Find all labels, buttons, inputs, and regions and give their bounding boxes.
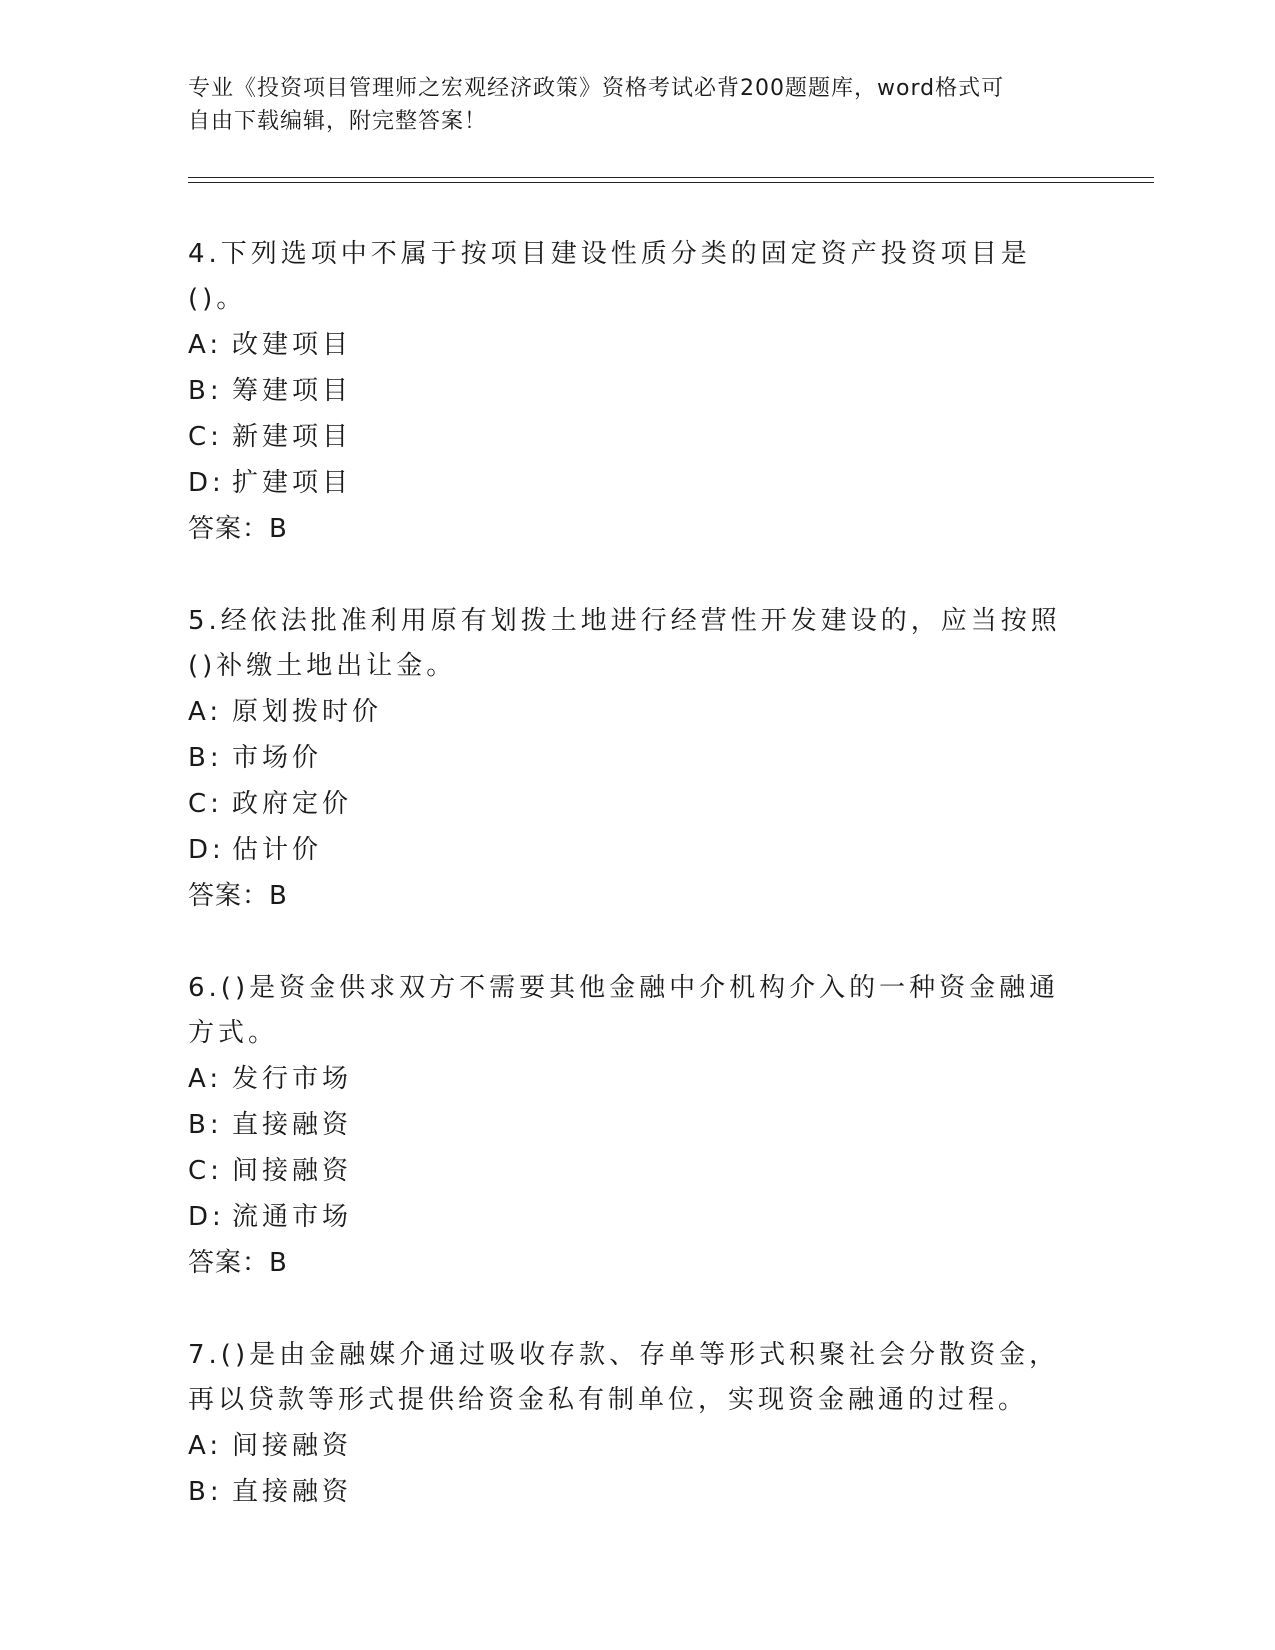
option-b bbox=[188, 368, 1068, 414]
option-key: D: bbox=[188, 1202, 225, 1232]
option-key: A: bbox=[188, 330, 223, 360]
question-7 bbox=[188, 1333, 1068, 1515]
option-text: 市场价 bbox=[232, 743, 323, 773]
option-a bbox=[188, 689, 1068, 735]
answer-line: 答案：B bbox=[188, 881, 288, 911]
option-text: 直接融资 bbox=[232, 1477, 353, 1507]
option-key: C: bbox=[188, 422, 223, 452]
option-key: B: bbox=[188, 1477, 223, 1507]
option-c bbox=[188, 414, 1068, 460]
option-key: B: bbox=[188, 376, 223, 406]
question-text: 6.()是资金供求双方不需要其他金融中介机构介入的一种资金融通方式。 bbox=[188, 973, 1060, 1048]
question-4 bbox=[188, 232, 1068, 552]
option-d bbox=[188, 1194, 1068, 1240]
option-text: 改建项目 bbox=[232, 330, 353, 360]
option-key: C: bbox=[188, 789, 223, 819]
header-line-1: 专业《投资项目管理师之宏观经济政策》资格考试必背200题题库，word格式可 bbox=[188, 76, 1005, 101]
header-divider-top bbox=[188, 177, 1154, 178]
option-text: 发行市场 bbox=[232, 1064, 353, 1094]
question-text: 7.()是由金融媒介通过吸收存款、存单等形式积聚社会分散资金，再以贷款等形式提供给资金私有制单位，实现资金融通的过程。 bbox=[188, 1340, 1060, 1415]
option-d bbox=[188, 827, 1068, 873]
option-key: A: bbox=[188, 1431, 223, 1461]
option-text: 直接融资 bbox=[232, 1110, 353, 1140]
option-text: 原划拨时价 bbox=[232, 697, 383, 727]
question-text: 4.下列选项中不属于按项目建设性质分类的固定资产投资项目是()。 bbox=[188, 239, 1031, 314]
option-text: 间接融资 bbox=[232, 1156, 353, 1186]
option-text: 估计价 bbox=[232, 835, 323, 865]
option-key: A: bbox=[188, 697, 223, 727]
option-c bbox=[188, 781, 1068, 827]
option-text: 政府定价 bbox=[232, 789, 353, 819]
option-c bbox=[188, 1148, 1068, 1194]
option-a bbox=[188, 1056, 1068, 1102]
question-list bbox=[188, 232, 1068, 1562]
option-a bbox=[188, 1423, 1068, 1469]
header-divider-bottom bbox=[188, 182, 1154, 183]
question-text: 5.经依法批准利用原有划拨土地进行经营性开发建设的，应当按照()补缴土地出让金。 bbox=[188, 606, 1061, 681]
answer-line: 答案：B bbox=[188, 1248, 288, 1278]
option-text: 间接融资 bbox=[232, 1431, 353, 1461]
option-b bbox=[188, 1469, 1068, 1515]
question-6 bbox=[188, 966, 1068, 1286]
option-text: 筹建项目 bbox=[232, 376, 353, 406]
question-5 bbox=[188, 599, 1068, 919]
option-b bbox=[188, 1102, 1068, 1148]
option-b bbox=[188, 735, 1068, 781]
document-header bbox=[188, 72, 1068, 138]
option-text: 新建项目 bbox=[232, 422, 353, 452]
option-key: D: bbox=[188, 468, 225, 498]
option-d bbox=[188, 460, 1068, 506]
option-a bbox=[188, 322, 1068, 368]
answer-line: 答案：B bbox=[188, 514, 288, 544]
option-key: D: bbox=[188, 835, 225, 865]
option-key: B: bbox=[188, 743, 223, 773]
option-key: C: bbox=[188, 1156, 223, 1186]
header-line-2: 自由下载编辑，附完整答案！ bbox=[188, 109, 488, 134]
option-key: B: bbox=[188, 1110, 223, 1140]
option-text: 扩建项目 bbox=[232, 468, 353, 498]
option-text: 流通市场 bbox=[232, 1202, 353, 1232]
option-key: A: bbox=[188, 1064, 223, 1094]
